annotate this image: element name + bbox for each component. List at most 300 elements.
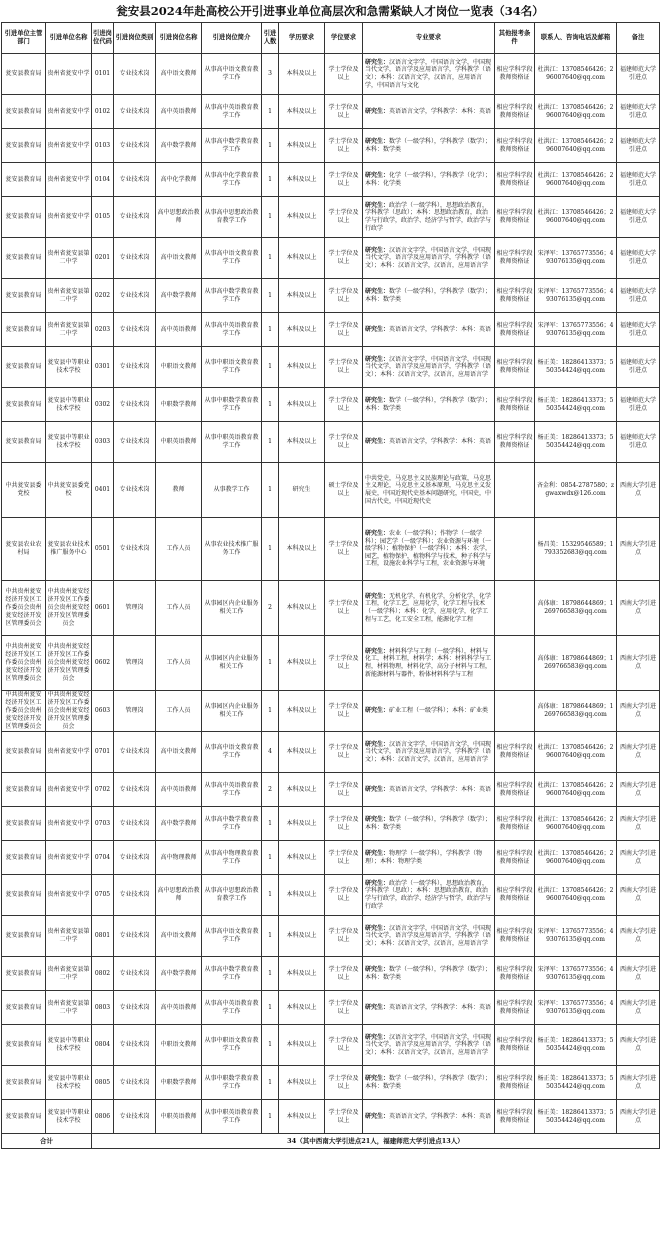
other-requirements-cell: 相应学科学段教师资格证 — [495, 841, 535, 875]
unit-dept-cell: 瓮安县教育局 — [2, 347, 46, 388]
major-cell — [363, 807, 495, 841]
degree-cell: 学士学位及以上 — [325, 807, 363, 841]
position-category-cell: 专业技术岗 — [114, 388, 156, 422]
headcount-cell: 2 — [262, 773, 279, 807]
position-category-cell: 专业技术岗 — [114, 841, 156, 875]
headcount-cell: 1 — [262, 388, 279, 422]
unit-dept-cell: 瓮安县教育局 — [2, 238, 46, 279]
unit-dept-cell: 瓮安县教育局 — [2, 916, 46, 957]
major-text: 数学（一级学科），学科教学（数学）；本科：数学类 — [365, 287, 492, 303]
education-cell: 本科及以上 — [279, 279, 325, 313]
headcount-cell: 1 — [262, 1025, 279, 1066]
position-code-cell: 0702 — [92, 773, 114, 807]
contact-cell: 宋泽军：13765773556；493076135@qq.com — [535, 916, 617, 957]
major-cell — [363, 991, 495, 1025]
unit-dept-cell: 瓮安县教育局 — [2, 163, 46, 197]
contact-cell: 杜洪江：13708546426；296007640@qq.com — [535, 129, 617, 163]
other-requirements-cell — [495, 636, 535, 691]
position-name-cell: 中职语文教师 — [156, 347, 202, 388]
major-text: 物理学（一级学科），学科教学（物理）；本科：物理学类 — [365, 849, 483, 865]
other-requirements-cell: 相应学科学段教师资格证 — [495, 1025, 535, 1066]
unit-dept-cell: 中共贵州瓮安经济开发区工作委员会贵州瓮安经济开发区管理委员会 — [2, 636, 46, 691]
position-category-cell: 专业技术岗 — [114, 54, 156, 95]
table-row — [2, 841, 660, 875]
degree-cell: 学士学位及以上 — [325, 773, 363, 807]
major-prefix: 研究生： — [365, 1033, 390, 1041]
unit-name-cell: 中共贵州瓮安经济开发区工作委员会贵州瓮安经济开发区管理委员会 — [46, 636, 92, 691]
contact-cell: 高体康：18798644869；1269766583@qq.com — [535, 581, 617, 636]
headcount-cell: 1 — [262, 1066, 279, 1100]
contact-cell: 杜洪江：13708546426；296007640@qq.com — [535, 773, 617, 807]
other-requirements-cell: 相应学科学段教师资格证 — [495, 54, 535, 95]
major-cell — [363, 957, 495, 991]
major-prefix: 研究生： — [365, 396, 390, 404]
contact-cell: 杜洪江：13708546426；29600764​0@qq.com — [535, 54, 617, 95]
degree-cell: 学士学位及以上 — [325, 313, 363, 347]
position-code-cell: 0601 — [92, 581, 114, 636]
table-row — [2, 238, 660, 279]
unit-name-cell: 贵州省瓮安县第二中学 — [46, 957, 92, 991]
position-name-cell: 高中语文教师 — [156, 238, 202, 279]
contact-cell: 杨正美：18286413373；550354424@qq.com — [535, 1066, 617, 1100]
position-code-cell: 0303 — [92, 422, 114, 463]
unit-name-cell: 贵州省瓮安县第二中学 — [46, 313, 92, 347]
position-desc-cell: 从事高中数学教育教学工作 — [202, 957, 262, 991]
note-cell: 西南大学引进点 — [617, 807, 660, 841]
headcount-cell: 1 — [262, 238, 279, 279]
position-name-cell: 中职数学教师 — [156, 388, 202, 422]
major-prefix: 研究生： — [365, 965, 390, 973]
position-category-cell: 管理岗 — [114, 581, 156, 636]
major-prefix: 研究生： — [365, 438, 390, 446]
major-cell — [363, 773, 495, 807]
major-cell — [363, 841, 495, 875]
headcount-cell: 4 — [262, 732, 279, 773]
position-category-cell: 专业技术岗 — [114, 163, 156, 197]
unit-dept-cell: 中共瓮安县委党校 — [2, 463, 46, 518]
unit-name-cell: 贵州省瓮安中学 — [46, 163, 92, 197]
position-category-cell: 专业技术岗 — [114, 197, 156, 238]
position-desc-cell: 从事中职语文教育教学工作 — [202, 347, 262, 388]
unit-name-cell: 瓮安县中等职业技术学校 — [46, 1100, 92, 1134]
position-desc-cell: 从事中职数学教育教学工作 — [202, 388, 262, 422]
education-cell: 本科及以上 — [279, 197, 325, 238]
degree-cell: 学士学位及以上 — [325, 1025, 363, 1066]
major-text: 英语语言文学，学科教学：本科：英语 — [389, 325, 492, 333]
education-cell: 本科及以上 — [279, 1100, 325, 1134]
education-cell: 本科及以上 — [279, 1025, 325, 1066]
position-category-cell: 专业技术岗 — [114, 957, 156, 991]
education-cell: 本科及以上 — [279, 916, 325, 957]
note-cell: 福建师范大学引进点 — [617, 129, 660, 163]
table-row — [2, 54, 660, 95]
table-row — [2, 581, 660, 636]
headcount-cell: 1 — [262, 916, 279, 957]
note-cell: 福建师范大学引进点 — [617, 197, 660, 238]
unit-name-cell: 中共贵州瓮安经济开发区工作委员会贵州瓮安经济开发区管理委员会 — [46, 581, 92, 636]
degree-cell: 硕士学位及以上 — [325, 463, 363, 518]
position-code-cell: 0801 — [92, 916, 114, 957]
headcount-cell: 1 — [262, 841, 279, 875]
major-cell — [363, 313, 495, 347]
contact-cell: 杨正美：18286413373；550354424@qq.com — [535, 347, 617, 388]
position-desc-cell: 从事高中数学教育教学工作 — [202, 807, 262, 841]
major-cell — [363, 732, 495, 773]
unit-name-cell: 贵州省瓮安县第二中学 — [46, 991, 92, 1025]
education-cell: 本科及以上 — [279, 691, 325, 732]
other-requirements-cell: 相应学科学段教师资格证 — [495, 388, 535, 422]
position-desc-cell: 从事农业技术推广服务工作 — [202, 518, 262, 581]
major-text: 汉语言文字学，中国语言文学，中国现当代文学，语言学及应用语言学，学科教学（语文）；本科：汉语言文学，汉语言，应用语言学 — [365, 1033, 492, 1056]
position-desc-cell: 从事高中英语教育教学工作 — [202, 95, 262, 129]
headcount-cell: 2 — [262, 581, 279, 636]
contact-cell: 杨正美：18286413373；550354424@qq.com — [535, 1025, 617, 1066]
unit-name-cell: 贵州省瓮安中学 — [46, 197, 92, 238]
education-cell: 本科及以上 — [279, 875, 325, 916]
position-name-cell: 高中数学教师 — [156, 279, 202, 313]
major-prefix: 研究生： — [365, 246, 390, 254]
degree-cell: 学士学位及以上 — [325, 238, 363, 279]
position-code-cell: 0805 — [92, 1066, 114, 1100]
major-text: 汉语言文字学，中国语言文学，中国现当代文学，语言学及应用语言学，学科教学（语文）；本科：汉语言文学，汉语言，应用语言学 — [365, 246, 492, 269]
position-category-cell: 专业技术岗 — [114, 916, 156, 957]
degree-cell: 学士学位及以上 — [325, 636, 363, 691]
major-cell — [363, 388, 495, 422]
unit-dept-cell: 中共贵州瓮安经济开发区工作委员会贵州瓮安经济开发区管理委员会 — [2, 581, 46, 636]
position-desc-cell: 从事园区内企业服务相关工作 — [202, 581, 262, 636]
unit-dept-cell: 瓮安县教育局 — [2, 1100, 46, 1134]
major-prefix: 研究生： — [365, 287, 390, 295]
unit-dept-cell: 瓮安县教育局 — [2, 95, 46, 129]
position-code-cell: 0401 — [92, 463, 114, 518]
major-cell — [363, 95, 495, 129]
other-requirements-cell: 相应学科学段教师资格证 — [495, 1100, 535, 1134]
degree-cell: 学士学位及以上 — [325, 388, 363, 422]
major-text: 化学（一级学科），学科教学（化学）；本科：化学类 — [365, 171, 492, 187]
position-category-cell: 专业技术岗 — [114, 773, 156, 807]
position-desc-cell: 从事园区内企业服务相关工作 — [202, 636, 262, 691]
other-requirements-cell: 相应学科学段教师资格证 — [495, 238, 535, 279]
note-cell: 福建师范大学引进点 — [617, 279, 660, 313]
table-row — [2, 807, 660, 841]
education-cell: 本科及以上 — [279, 347, 325, 388]
headcount-cell: 1 — [262, 129, 279, 163]
unit-dept-cell: 瓮安县教育局 — [2, 991, 46, 1025]
table-row — [2, 916, 660, 957]
major-text: 英语语言文学，学科教学：本科：英语 — [389, 107, 492, 115]
headcount-cell: 1 — [262, 197, 279, 238]
table-row — [2, 95, 660, 129]
major-text: 材料科学与工程（一级学科），材料与化工，材料工程，材料学；本科：材料科学与工程，材料物理，材料化学，高分子材料与工程，新能源材料与器件，粉体材料科学与工程 — [365, 647, 492, 678]
position-desc-cell: 从事园区内企业服务相关工作 — [202, 691, 262, 732]
table-row — [2, 388, 660, 422]
unit-dept-cell: 瓮安县教育局 — [2, 841, 46, 875]
contact-cell: 宋泽军：13765773556；493076135@qq.com — [535, 279, 617, 313]
unit-name-cell: 贵州省瓮安中学 — [46, 841, 92, 875]
major-prefix: 研究生： — [365, 1074, 390, 1082]
major-text: 数学（一级学科），学科教学（数学）；本科：数学类 — [365, 965, 492, 981]
position-code-cell: 0701 — [92, 732, 114, 773]
position-code-cell: 0105 — [92, 197, 114, 238]
other-requirements-cell: 相应学科学段教师资格证 — [495, 422, 535, 463]
major-cell — [363, 54, 495, 95]
contact-cell: 杨正美：18286413373；550354424@qq.com — [535, 422, 617, 463]
headcount-cell: 1 — [262, 1100, 279, 1134]
table-row — [2, 279, 660, 313]
total-value: 34（其中西南大学引进点21人，福建师范大学引进点13人） — [92, 1134, 660, 1149]
note-cell: 福建师范大学引进点 — [617, 388, 660, 422]
column-header: 专业要求 — [363, 23, 495, 54]
position-category-cell: 专业技术岗 — [114, 875, 156, 916]
other-requirements-cell: 相应学科学段教师资格证 — [495, 163, 535, 197]
contact-cell: 宋泽军：13765773556；493076135@qq.com — [535, 991, 617, 1025]
position-desc-cell: 从事高中英语教育教学工作 — [202, 991, 262, 1025]
position-name-cell: 高中语文教师 — [156, 916, 202, 957]
unit-name-cell: 中共贵州瓮安经济开发区工作委员会贵州瓮安经济开发区管理委员会 — [47, 691, 90, 730]
position-name-cell: 高中英语教师 — [156, 773, 202, 807]
unit-dept-cell: 瓮安县教育局 — [2, 807, 46, 841]
position-code-cell: 0101 — [92, 54, 114, 95]
position-desc-cell: 从事中职英语教育教学工作 — [202, 422, 262, 463]
major-cell — [363, 916, 495, 957]
table-row — [2, 163, 660, 197]
degree-cell: 学士学位及以上 — [325, 841, 363, 875]
position-category-cell: 专业技术岗 — [114, 279, 156, 313]
position-code-cell: 0804 — [92, 1025, 114, 1066]
major-prefix: 研究生： — [365, 107, 390, 115]
major-cell — [363, 463, 495, 518]
position-code-cell: 0301 — [92, 347, 114, 388]
note-cell: 西南大学引进点 — [617, 916, 660, 957]
position-name-cell: 中职英语教师 — [156, 422, 202, 463]
position-name-cell: 高中语文教师 — [156, 54, 202, 95]
other-requirements-cell: 相应学科学段教师资格证 — [495, 347, 535, 388]
position-desc-cell: 从事高中数学教育教学工作 — [202, 129, 262, 163]
headcount-cell: 1 — [262, 957, 279, 991]
major-prefix: 研究生： — [365, 1003, 390, 1011]
other-requirements-cell: 相应学科学段教师资格证 — [495, 1066, 535, 1100]
note-cell: 西南大学引进点 — [617, 518, 660, 581]
position-desc-cell: 从事高中英语教育教学工作 — [202, 773, 262, 807]
major-prefix: 研究生： — [365, 355, 390, 363]
position-code-cell: 0501 — [92, 518, 114, 581]
education-cell: 本科及以上 — [279, 518, 325, 581]
major-cell — [363, 1025, 495, 1066]
other-requirements-cell — [495, 518, 535, 581]
position-code-cell: 0705 — [92, 875, 114, 916]
headcount-cell: 1 — [262, 518, 279, 581]
other-requirements-cell: 相应学科学段教师资格证 — [495, 807, 535, 841]
degree-cell: 学士学位及以上 — [325, 347, 363, 388]
position-name-cell: 工作人员 — [156, 636, 202, 691]
major-prefix: 研究生： — [365, 530, 390, 538]
major-text: 无机化学，有机化学，分析化学，化学工程，化学工艺，应用化学，化学工程与技术（一级学科）；本科：化学，应用化学，化学工程与工艺，化工安全工程，能源化学工程 — [365, 592, 492, 623]
table-row — [2, 957, 660, 991]
major-prefix: 研究生： — [365, 137, 390, 145]
contact-cell: 杜洪江：13708546426；296007640@qq.com — [535, 875, 617, 916]
position-category-cell: 管理岗 — [114, 691, 156, 732]
contact-cell: 宋泽军：13765773556；493076135@qq.com — [535, 238, 617, 279]
note-cell: 西南大学引进点 — [617, 875, 660, 916]
position-desc-cell: 从事中职英语教育教学工作 — [202, 1100, 262, 1134]
major-prefix: 研究生： — [365, 740, 390, 748]
major-prefix: 研究生： — [365, 58, 390, 66]
position-name-cell: 高中数学教师 — [156, 957, 202, 991]
unit-name-cell: 贵州省瓮安中学 — [46, 129, 92, 163]
education-cell: 本科及以上 — [279, 807, 325, 841]
other-requirements-cell: 相应学科学段教师资格证 — [495, 95, 535, 129]
unit-dept-cell: 瓮安县教育局 — [2, 279, 46, 313]
position-name-cell: 高中英语教师 — [156, 95, 202, 129]
table-row — [2, 1025, 660, 1066]
column-header: 引进单位名称 — [46, 23, 92, 54]
note-cell: 福建师范大学引进点 — [617, 54, 660, 95]
note-cell: 西南大学引进点 — [617, 581, 660, 636]
major-text: 汉语言文字学，中国语言文学，中国现当代文学，语言学及应用语言学，学科教学（语文）；本科：汉语言文学，汉语言，应用语言学，中国语言与文化 — [365, 58, 492, 89]
position-name-cell: 教师 — [156, 463, 202, 518]
note-cell: 西南大学引进点 — [617, 991, 660, 1025]
major-prefix: 研究生： — [365, 879, 390, 887]
degree-cell: 学士学位及以上 — [325, 916, 363, 957]
unit-name-cell: 贵州省瓮安中学 — [46, 54, 92, 95]
degree-cell: 学士学位及以上 — [325, 197, 363, 238]
other-requirements-cell: 相应学科学段教师资格证 — [495, 279, 535, 313]
headcount-cell: 1 — [262, 313, 279, 347]
degree-cell: 学士学位及以上 — [325, 732, 363, 773]
major-text: 政治学（一级学科），思想政治教育，学科教学（思政）；本科：思想政治教育，政治学与行政学，政治学、经济学与哲学，政治学与行政学 — [365, 879, 492, 910]
unit-dept-cell: 瓮安县教育局 — [2, 1066, 46, 1100]
headcount-cell: 1 — [262, 691, 279, 732]
position-name-cell: 高中思想政治教师 — [156, 875, 202, 916]
contact-cell: 杨正美：18286413373；550354424@qq.com — [535, 1100, 617, 1134]
headcount-cell: 3 — [262, 54, 279, 95]
major-text: 数学（一级学科），学科教学（数学）；本科：数学类 — [365, 815, 492, 831]
unit-name-cell: 瓮安县中等职业技术学校 — [46, 347, 92, 388]
unit-name-cell: 瓮安县中等职业技术学校 — [46, 1066, 92, 1100]
major-cell — [363, 163, 495, 197]
unit-dept-cell: 瓮安县教育局 — [2, 773, 46, 807]
position-desc-cell: 从事高中语文教育教学工作 — [202, 54, 262, 95]
other-requirements-cell: 相应学科学段教师资格证 — [495, 313, 535, 347]
unit-name-cell: 贵州省瓮安中学 — [46, 875, 92, 916]
column-header: 引进岗位名称 — [156, 23, 202, 54]
table-row — [2, 1100, 660, 1134]
total-row — [2, 1134, 660, 1149]
table-body — [2, 54, 660, 1149]
position-desc-cell: 从事高中语文教育教学工作 — [202, 916, 262, 957]
column-header: 学历要求 — [279, 23, 325, 54]
unit-dept-cell: 瓮安县教育局 — [2, 422, 46, 463]
position-code-cell: 0202 — [92, 279, 114, 313]
headcount-cell: 1 — [262, 875, 279, 916]
table-row — [2, 732, 660, 773]
major-prefix: 研究生： — [365, 1112, 390, 1120]
position-category-cell: 专业技术岗 — [114, 991, 156, 1025]
position-category-cell: 专业技术岗 — [114, 129, 156, 163]
other-requirements-cell — [495, 463, 535, 518]
position-desc-cell: 从事中职数学教育教学工作 — [202, 1066, 262, 1100]
education-cell: 本科及以上 — [279, 636, 325, 691]
major-cell — [363, 422, 495, 463]
degree-cell: 学士学位及以上 — [325, 422, 363, 463]
table-row — [2, 691, 660, 732]
degree-cell: 学士学位及以上 — [325, 691, 363, 732]
major-cell — [363, 518, 495, 581]
note-cell: 福建师范大学引进点 — [617, 313, 660, 347]
degree-cell: 学士学位及以上 — [325, 95, 363, 129]
table-row — [2, 129, 660, 163]
education-cell: 本科及以上 — [279, 422, 325, 463]
note-cell: 福建师范大学引进点 — [617, 422, 660, 463]
education-cell: 本科及以上 — [279, 129, 325, 163]
position-desc-cell: 从事高中语文教育教学工作 — [202, 238, 262, 279]
position-category-cell: 管理岗 — [114, 636, 156, 691]
column-header: 引进岗位类别 — [114, 23, 156, 54]
education-cell: 本科及以上 — [279, 841, 325, 875]
education-cell: 本科及以上 — [279, 1066, 325, 1100]
position-code-cell: 0703 — [92, 807, 114, 841]
note-cell: 西南大学引进点 — [617, 773, 660, 807]
headcount-cell: 1 — [262, 991, 279, 1025]
contact-cell: 杜洪江：13708546426；296007640@qq.com — [535, 197, 617, 238]
degree-cell: 学士学位及以上 — [325, 957, 363, 991]
contact-cell: 宋泽军：13765773556；493076135@qq.com — [535, 957, 617, 991]
table-row — [2, 422, 660, 463]
other-requirements-cell: 相应学科学段教师资格证 — [495, 197, 535, 238]
contact-cell: 杜洪江：13708546426；296007640@qq.com — [535, 841, 617, 875]
note-cell: 西南大学引进点 — [617, 957, 660, 991]
page-title: 瓮安县2024年赴高校公开引进事业单位高层次和急需紧缺人才岗位一览表（34名） — [116, 4, 544, 18]
unit-name-cell: 贵州省瓮安中学 — [46, 807, 92, 841]
unit-dept-cell: 瓮安县农业农村局 — [2, 518, 46, 581]
position-code-cell: 0103 — [92, 129, 114, 163]
education-cell: 本科及以上 — [279, 95, 325, 129]
headcount-cell: 1 — [262, 636, 279, 691]
unit-name-cell: 贵州省瓮安县第二中学 — [46, 279, 92, 313]
other-requirements-cell: 相应学科学段教师资格证 — [495, 875, 535, 916]
contact-cell: 高体康：18798644869；1269766583@qq.com — [535, 691, 617, 732]
column-header: 学位要求 — [325, 23, 363, 54]
unit-dept-cell: 瓮安县教育局 — [2, 957, 46, 991]
degree-cell: 学士学位及以上 — [325, 1100, 363, 1134]
headcount-cell: 1 — [262, 279, 279, 313]
position-code-cell: 0203 — [92, 313, 114, 347]
major-cell — [363, 238, 495, 279]
major-cell — [363, 197, 495, 238]
column-header: 备注 — [617, 23, 660, 54]
column-header: 引进人数 — [262, 23, 279, 54]
major-text: 汉语言文字学，中国语言文学，中国现当代文学，语言学及应用语言学，学科教学（语文）；本科：汉语言文学，汉语言，应用语言学 — [365, 924, 492, 947]
position-name-cell: 高中物理教师 — [156, 841, 202, 875]
other-requirements-cell: 相应学科学段教师资格证 — [495, 773, 535, 807]
table-row — [2, 347, 660, 388]
education-cell: 本科及以上 — [279, 163, 325, 197]
education-cell: 本科及以上 — [279, 54, 325, 95]
position-category-cell: 专业技术岗 — [114, 422, 156, 463]
position-name-cell: 高中英语教师 — [156, 991, 202, 1025]
position-desc-cell: 从事高中思想政治教育教学工作 — [202, 875, 262, 916]
column-header: 引进单位主管部门 — [2, 23, 46, 54]
column-header: 联系人、咨询电话及邮箱 — [535, 23, 617, 54]
position-name-cell: 工作人员 — [156, 581, 202, 636]
other-requirements-cell — [495, 691, 535, 732]
education-cell: 本科及以上 — [279, 957, 325, 991]
contact-cell: 杨昌美：15329546589；1793352683@qq.com — [535, 518, 617, 581]
position-name-cell: 高中数学教师 — [156, 129, 202, 163]
table-row — [2, 636, 660, 691]
major-prefix: 研究生： — [365, 592, 390, 600]
note-cell: 西南大学引进点 — [617, 463, 660, 518]
